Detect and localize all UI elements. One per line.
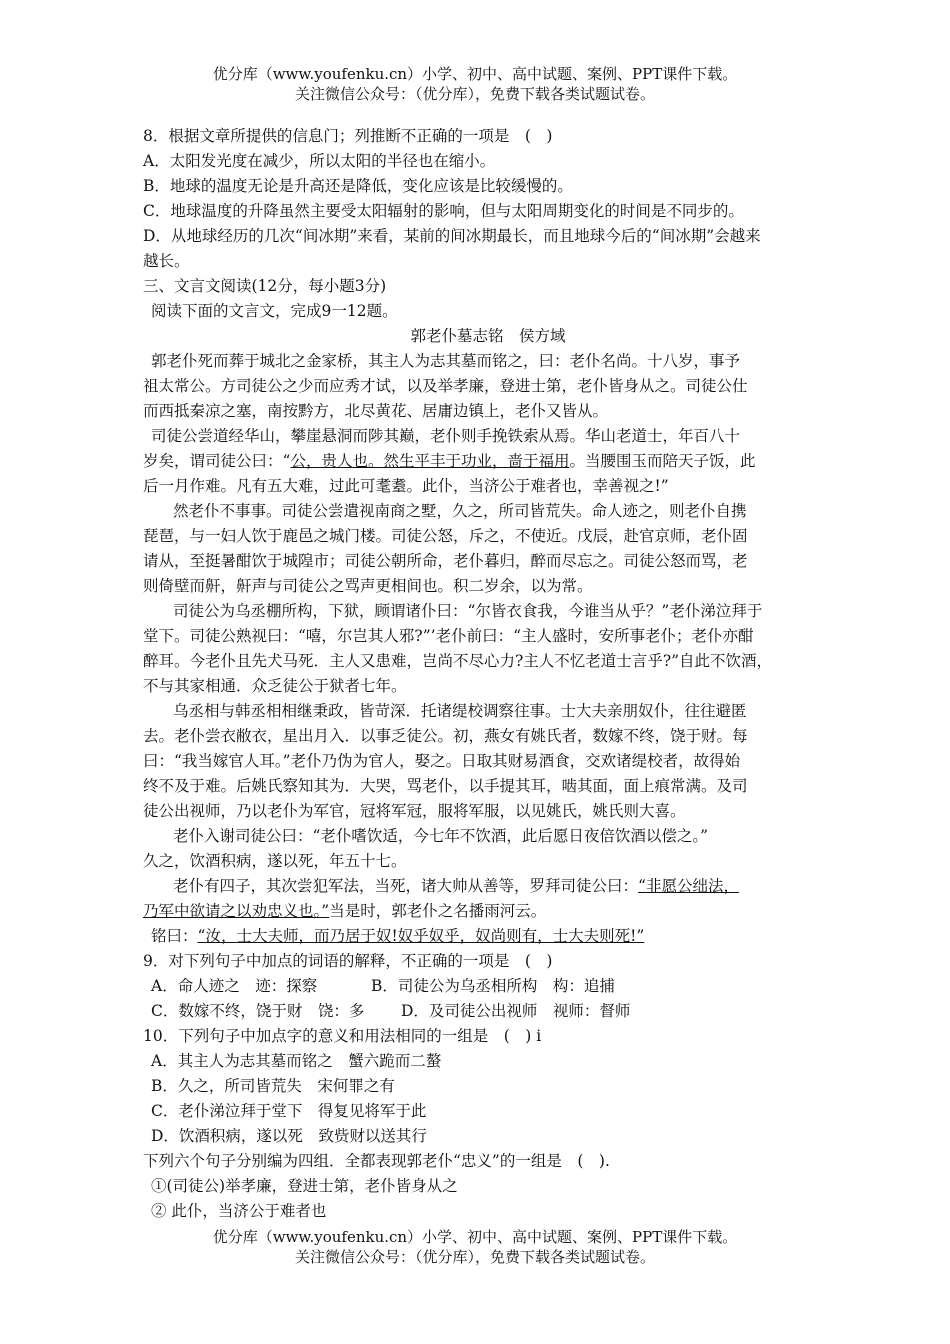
q9-option-b: B．司徒公为乌丞相所构 构：追捕 (371, 977, 615, 995)
passage-text: 岁矣，谓司徒公曰：“ (143, 452, 291, 470)
passage-p2-line (143, 449, 813, 474)
underlined-sentence: 乃军中欲请之以劝忠义也。” (143, 902, 330, 920)
passage-p3-line: 然老仆不事事。司徒公尝遣视南商之墅，久之，所司皆荒失。命人迹之，则老仆自携 (173, 502, 747, 520)
page-header (0, 64, 950, 104)
q10-option-d: D．饮酒积病，遂以死 致赀财以送其行 (151, 1127, 427, 1145)
underlined-sentence: “汝，士大夫师，而乃居于奴!奴乎奴乎，奴尚则有，士大夫则死!” (197, 927, 645, 945)
passage-inscription (143, 924, 813, 949)
passage-p7-line (143, 899, 813, 924)
passage-p6-line: 老仆入谢司徒公曰：“老仆嗜饮适，今七年不饮酒，此后愿日夜倍饮酒以偿之。” (173, 827, 709, 845)
q10-option-a: A．其主人为志其墓而铭之 蟹六跪而二螯 (151, 1052, 442, 1070)
passage-p5-line: 终不及于难。后姚氏察知其为．大哭，骂老仆，以手提其耳，啮其面，面上痕常满。及司 (143, 777, 748, 795)
passage-text: 当是时，郭老仆之名播雨河云。 (329, 902, 547, 920)
q8-option-a: A．太阳发光度在减少，所以太阳的半径也在缩小。 (143, 152, 496, 170)
passage-p4-line: 司徒公为乌丞棚所构，下狱，顾谓诸仆曰：“尔皆衣食我，今谁当从乎？”老仆涕泣拜于 (173, 602, 763, 620)
passage-text: 老仆有四子，其次尝犯军法，当死，诸大帅从善等，罗拜司徒公曰： (173, 877, 639, 895)
passage-p4-line: 醉耳。今老仆且先犬马死．主人又患难，岂尚不尽心力?主人不忆老道士言乎?”自此不饮酒， (143, 652, 773, 670)
q9-option-c: C．数嫁不终，饶于财 饶：多 (151, 1002, 365, 1020)
passage-p5-line: 曰：“我当嫁官人耳。”老仆乃伪为官人，娶之。日取其财易酒食，交欢诸缇校者，故得始 (143, 752, 741, 770)
q11-item-2: ② 此仆，当济公于难者也 (151, 1202, 327, 1220)
passage-p3-line: 请从，至挺暑酣饮于城隍市；司徒公朝所命，老仆暮归，醉而尽忘之。司徒公怒而骂，老 (143, 552, 748, 570)
passage-p4-line: 堂下。司徒公熟视曰：“嘻，尔岂其人邪?”’老仆前曰：“主人盛时，安所事老仆；老仆亦酣 (143, 627, 754, 645)
q11-stem: 下列六个句子分别编为四组．全都表现郭老仆“忠义”的一组是 ( ). (143, 1152, 610, 1170)
passage-p1-line: 郭老仆死而葬于城北之金家桥，其主人为志其墓而铭之，曰：老仆名尚。十八岁，事予 (151, 352, 741, 370)
passage-p1-line: 祖太常公。方司徒公之少而应秀才试，以及举孝廉，登进士第，老仆皆身从之。司徒公仕 (143, 377, 748, 395)
passage-p4-line: 不与其家相通．众乏徒公于狱者七年。 (143, 677, 407, 695)
q8-stem: 8．根据文章所提供的信息门；列推断不正确的一项是 ( ) (143, 127, 553, 145)
q11-item-1: ①(司徒公)举孝廉，登进士第，老仆皆身从之 (151, 1177, 458, 1195)
header-line-1: 优分库（www.youfenku.cn）小学、初中、高中试题、案例、PPT课件下载。 (212, 65, 738, 83)
footer-line-1: 优分库（www.youfenku.cn）小学、初中、高中试题、案例、PPT课件下载。 (212, 1228, 738, 1246)
q8-option-c: C．地球温度的升降虽然主要受太阳辐射的影响，但与太阳周期变化的时间是不同步的。 (143, 202, 744, 220)
passage-title: 郭老仆墓志铭 侯方域 (410, 327, 566, 345)
passage-p3-line: 琵琶，与一妇人饮于鹿邑之城门楼。司徒公怒，斥之，不使近。戊辰，赴官京师，老仆固 (143, 527, 748, 545)
passage-p5-line: 乌丞相与韩丞相相继秉政，皆苛深．托诸缇校调察往事。士大夫亲朋奴仆，往往避匿 (173, 702, 747, 720)
q10-option-c: C．老仆涕泣拜于堂下 得复见将军于此 (151, 1102, 427, 1120)
page-footer (0, 1227, 950, 1267)
underlined-sentence: “非愿公绌法， (638, 877, 739, 895)
footer-line-2: 关注微信公众号：（优分库），免费下载各类试题试卷。 (294, 1248, 655, 1266)
q10-stem: 10．下列句子中加点字的意义和用法相同的一组是 ( ) i (143, 1027, 542, 1045)
passage-p1-line: 而西抵秦凉之塞，南按黔方，北尽黄花、居庸边镇上，老仆又皆从。 (143, 402, 609, 420)
q9-option-d: D．及司徒公出视师 视师：督师 (401, 1002, 631, 1020)
passage-p3-line: 则倚壁而鼾，鼾声与司徒公之骂声更相间也。积二岁余，以为常。 (143, 577, 593, 595)
passage-p5-line: 去。老仆尝衣敝衣，星出月入．以事乏徒公。初，燕女有姚氏者，数嫁不终，饶于财。每 (143, 727, 748, 745)
header-line-2: 关注微信公众号：（优分库），免费下载各类试题试卷。 (294, 85, 655, 103)
q9-stem: 9．对下列句子中加点的词语的解释，不正确的一项是 ( ) (143, 952, 553, 970)
q9-options-row (143, 974, 813, 999)
passage-p5-line: 徒公出视师，乃以老仆为军官，冠将军冠，服将军服，以见姚氏，姚氏则大喜。 (143, 802, 686, 820)
q10-option-b: B．久之，所司皆荒失 宋何罪之有 (151, 1077, 395, 1095)
q8-option-d-line1: D．从地球经历的几次“间冰期”来看，某前的间冰期最长，而且地球今后的“间冰期”会越来 (143, 227, 761, 245)
passage-p2-line: 后一月作难。凡有五大难，过此可耄耋。此仆，当济公于难者也，幸善视之!” (143, 477, 669, 495)
q8-option-d-line2: 越长。 (143, 252, 190, 270)
passage-p7-line (143, 874, 813, 899)
passage-text: 铭曰： (151, 927, 198, 945)
passage-text: 。当腰围玉而陪天子饭，此 (569, 452, 756, 470)
q9-options-row (143, 999, 813, 1024)
q8-option-b: B．地球的温度无论是升高还是降低，变化应该是比较缓慢的。 (143, 177, 573, 195)
section3-instruction: 阅读下面的文言文，完成9一12题。 (151, 302, 398, 320)
underlined-sentence: 公，贵人也。然生平丰于功业，啬于福用 (290, 452, 570, 470)
section3-title: 三、文言文阅读(12分，每小题3分) (143, 277, 387, 295)
passage-p6-line: 久之，饮酒积病，遂以死，年五十七。 (143, 852, 407, 870)
q9-option-a: A．命人迹之 迹：探察 (151, 977, 318, 995)
document-body (143, 124, 813, 1224)
passage-p2-line: 司徒公尝道经华山，攀崖悬洞而陟其巅，老仆则手挽铁索从焉。华山老道士，年百八十 (151, 427, 741, 445)
